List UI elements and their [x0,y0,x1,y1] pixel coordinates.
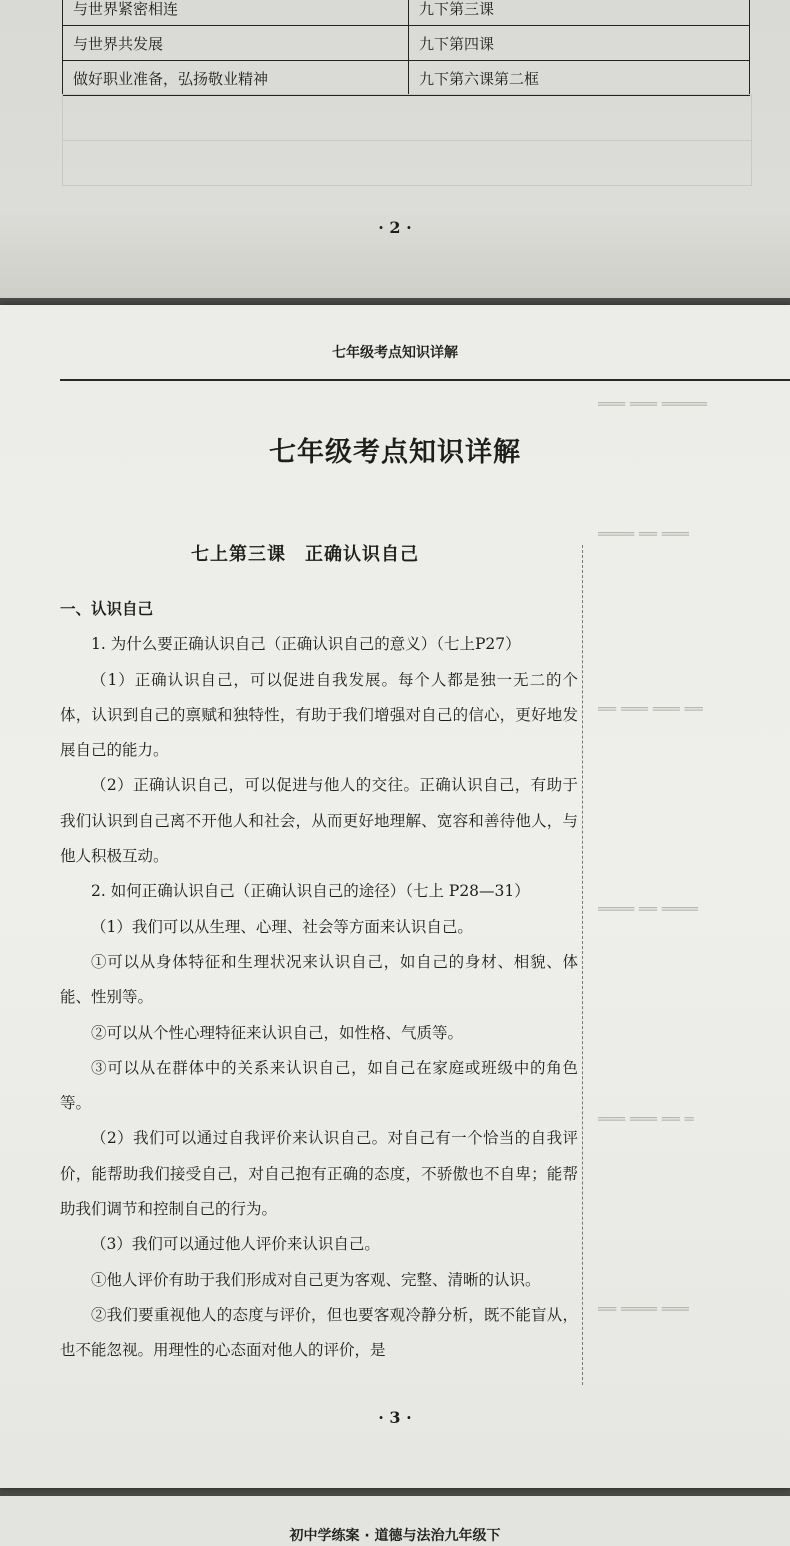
table-cell-source: 九下第三课 [409,0,750,26]
table-cell-source: 九下第六课第二框 [409,61,750,96]
show-through-text: ═══ ═══ ═════ [598,395,707,413]
table-row [63,26,750,61]
lesson-title: 七上第三课 正确认识自己 [191,544,419,565]
show-through-text: ═══ ═══ ══ ═ [598,1110,694,1128]
paragraph: （1）我们可以从生理、心理、社会等方面来认识自己。 [91,917,473,936]
paragraph: ②我们要重视他人的态度与评价，但也要客观冷静分析，既不能盲从，也不能忽视。用理性的心态面对他人的评价，是 [60,1305,578,1360]
paragraph: （1）正确认识自己，可以促进自我发展。每个人都是独一无二的个体，认识到自己的禀赋和独特性，有助于我们增强对自己的信心，更好地发展自己的能力。 [60,670,578,760]
paragraph: （3）我们可以通过他人评价来认识自己。 [91,1235,380,1254]
next-page-running-head: 初中学练案 · 道德与法治九年级下 [289,1528,501,1544]
show-through-text: ══ ═══ ═══ ══ [598,700,703,718]
header-rule [60,379,790,381]
table-row [63,0,750,26]
table-cell-topic: 与世界紧密相连 [63,0,409,26]
question-heading: 1. 为什么要正确认识自己（正确认识自己的意义）（七上P27） [91,635,521,654]
running-head: 七年级考点知识详解 [332,345,458,361]
paragraph: ③可以从在群体中的关系来认识自己，如自己在家庭或班级中的角色等。 [60,1058,578,1113]
table-cell-topic: 做好职业准备，弘扬敬业精神 [63,61,409,96]
paragraph: ①可以从身体特征和生理状况来认识自己，如自己的身材、相貌、体能、性别等。 [60,952,578,1007]
paragraph: （2）我们可以通过自我评价来认识自己。对自己有一个恰当的自我评价，能帮助我们接受自己，对自己抱有正确的态度，不骄傲也不自卑；能帮助我们调节和控制自己的行为。 [60,1129,578,1219]
section-heading: 一、认识自己 [60,600,154,618]
body-text [60,592,578,1369]
show-through-text: ════ ══ ═══ [598,525,689,543]
lesson-index-table [62,0,750,96]
question-heading: 2. 如何正确认识自己（正确认识自己的途径）（七上 P28—31） [91,882,530,901]
previous-page [0,0,790,298]
paragraph: ②可以从个性心理特征来认识自己，如性格、气质等。 [91,1023,464,1042]
page-number: · 3 · [378,1408,412,1427]
table-row [63,61,750,96]
show-through-text: ══ ════ ═══ [598,1300,689,1318]
show-through-text: ════ ══ ════ [598,900,698,918]
show-through-table [62,94,752,186]
table-cell-source: 九下第四课 [409,26,750,61]
table-cell-topic: 与世界共发展 [63,26,409,61]
page-number: · 2 · [378,218,412,237]
paragraph: （2）正确认识自己，可以促进与他人的交往。正确认识自己，有助于我们认识到自己离不开他人和社会，从而更好地理解、宽容和善待他人，与他人积极互动。 [60,776,578,866]
chapter-title: 七年级考点知识详解 [269,437,521,468]
column-divider [582,545,583,1385]
paragraph: ①他人评价有助于我们形成对自己更为客观、完整、清晰的认识。 [91,1270,541,1289]
